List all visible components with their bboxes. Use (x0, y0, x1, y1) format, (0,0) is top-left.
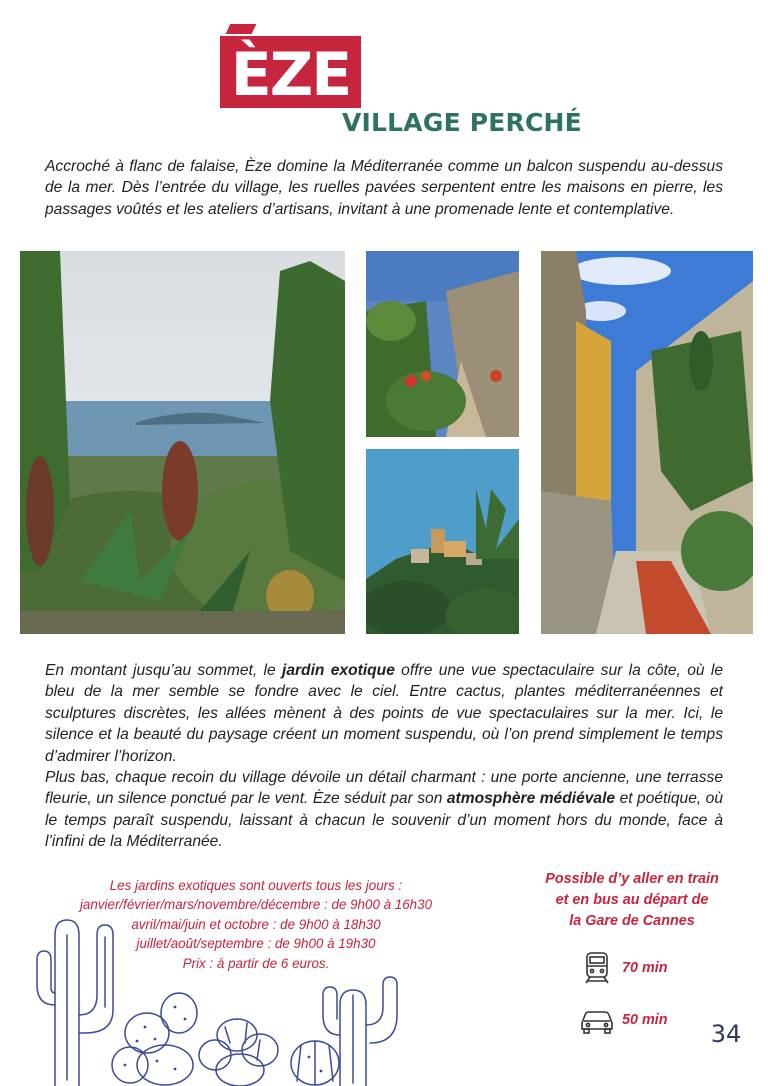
garden-paragraph (45, 660, 723, 767)
photo-medieval-alley (541, 251, 753, 634)
garden-paragraph-text: offre une vue spectaculaire sur la côte, où le bleu de la mer semble se fondre avec le ciel. Entre cactus, plantes méditerranéennes et sculptures discrètes, les allées mènent à des points de vue spectaculaires sur la mer. Ici, le silence et la beauté du paysage créent un moment suspendu, où l’on prend simplement le temps d’admirer l’horizon. (45, 662, 723, 765)
page-subtitle: VILLAGE PERCHÉ (342, 108, 582, 137)
village-highlight: atmosphère médiévale (446, 790, 616, 808)
cactus-line-art (25, 915, 410, 1086)
hours-line: Les jardins exotiques sont ouverts tous les jours : (109, 878, 403, 893)
car-icon (578, 1003, 616, 1037)
village-paragraph-text: Plus bas, chaque recoin du village dévoile un détail charmant : une porte ancienne, une terrasse fleurie, un silence ponctué par le vent. Èze séduit par son (45, 769, 723, 808)
train-icon (578, 951, 616, 985)
page-title (220, 36, 361, 108)
village-paragraph-text: et poétique, où le temps paraît suspendu, laissant à chacun le souvenir d’un moment hors du monde, face à l’infini de la Méditerranée. (45, 790, 724, 851)
transport-heading-line: Possible d’y aller en train (545, 871, 719, 887)
transport-heading (520, 869, 744, 932)
hours-line: avril/mai/juin et octobre : de 9h00 à 18h30 (131, 916, 381, 932)
grave-accent-mark (226, 24, 257, 34)
page-number: 34 (710, 1020, 742, 1048)
garden-highlight: jardin exotique (281, 662, 395, 679)
hours-line: janvier/février/mars/novembre/décembre : de 9h00 à 16h30 (79, 897, 433, 913)
garden-paragraph-text: En montant jusqu’au sommet, le (45, 662, 282, 679)
transport-car (578, 1003, 668, 1037)
transport-train (578, 951, 668, 985)
transport-heading-line: et en bus au départ de (555, 892, 709, 908)
hours-line: Prix : à partir de 6 euros. (182, 955, 330, 971)
photo-exotic-garden (20, 251, 345, 634)
intro-paragraph: Accroché à flanc de falaise, Èze domine la Méditerranée comme un balcon suspendu au-dessus de la mer. Dès l’entrée du village, les ruelles pavées serpentent entre les maisons en pierre, les passages voûtés et les ateliers d’artisans, invitant à une promenade lente et contemplative. (45, 158, 723, 218)
page-title-text: ÈZE (230, 40, 351, 110)
train-duration: 70 min (622, 960, 668, 976)
hours-line: juillet/août/septembre : de 9h00 à 19h30 (136, 936, 376, 952)
village-paragraph (45, 767, 723, 853)
transport-heading-line: la Gare de Cannes (569, 913, 695, 929)
car-duration: 50 min (622, 1012, 668, 1028)
title-block (220, 22, 580, 142)
photo-garden-path (366, 251, 519, 437)
photo-perched-village (366, 449, 519, 634)
